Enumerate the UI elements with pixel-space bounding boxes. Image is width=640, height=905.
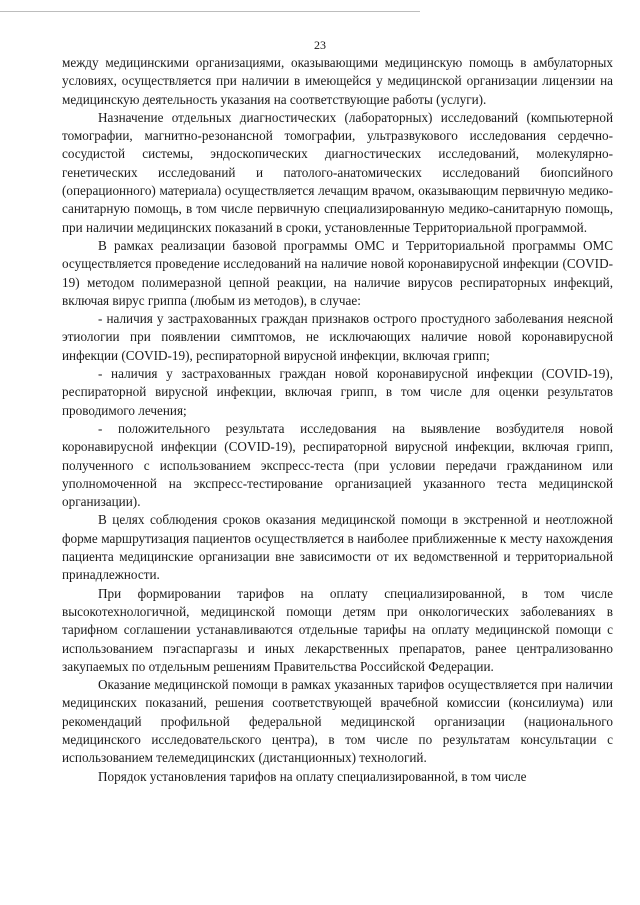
paragraph-continued: между медицинскими организациями, оказывающими медицинскую помощь в амбулаторных условиях, осуществляется при наличии в имеющейся у медицинской организации лицензии на медицинскую деятельность указания на соответствующие работы (услуги). [62, 55, 613, 107]
document-body [62, 54, 613, 786]
paragraph-tariffs-conditions: Оказание медицинской помощи в рамках указанных тарифов осуществляется при наличии медицинских показаний, решения соответствующей врачебной комиссии (консилиума) или рекомендаций профильной федеральной медицинской организации (национального медицинского исследовательского центра), в том числе по результатам консультации с использованием телемедицинских (дистанционных) технологий. [62, 677, 613, 766]
paragraph-tariff-procedure: Порядок установления тарифов на оплату специализированной, в том числе [98, 768, 527, 784]
list-item-infection: - наличия у застрахованных граждан новой коронавирусной инфекции (COVID-19), респираторной вирусной инфекции, включая грипп, в том числе для оценки результатов проводимого лечения; [62, 366, 613, 418]
paragraph-routing: В целях соблюдения сроков оказания медицинской помощи в экстренной и неотложной форме маршрутизация пациентов осуществляется в наиболее приближенные к месту нахождения пациента медицинские организации вне зависимости от их ведомственной и территориальной принадлежности. [62, 512, 613, 583]
list-item-express-test: - положительного результата исследования на выявление возбудителя новой коронавирусной инфекции (COVID-19), респираторной вирусной инфекции, включая грипп, полученного с использованием экспресс-теста (при условии передачи гражданином или уполномоченной на экспресс-тестирование организацией указанного теста медицинской организации). [62, 420, 613, 510]
paragraph-diagnostics: Назначение отдельных диагностических (лабораторных) исследований (компьютерной томографии, магнитно-резонансной томографии, ультразвукового исследования сердечно-сосудистой системы, эндоскопических диагностических исследований, молекулярно-генетических исследований и патолого-анатомических исследований биопсийного (операционного) материала) осуществляется лечащим врачом, оказывающим первичную медико-санитарную помощь, в том числе первичную специализированную медико-санитарную помощь, при наличии медицинских показаний в сроки, установленные Территориальной программой. [62, 109, 613, 235]
paragraph-covid-testing: В рамках реализации базовой программы ОМС и Территориальной программы ОМС осуществляется проведение исследований на наличие новой коронавирусной инфекции (COVID-19) методом полимеразной цепной реакции, на наличие вирусов респираторных инфекций, включая вирус гриппа (любым из методов), в случае: [62, 237, 613, 308]
paragraph-tariffs-oncology: При формировании тарифов на оплату специализированной, в том числе высокотехнологичной, медицинской помощи детям при онкологических заболеваниях в тарифном соглашении устанавливаются отдельные тарифы на оплату медицинской помощи с использованием пэгаспаргазы и иных лекарственных препаратов, ранее централизованно закупаемых по отдельным решениям Правительства Российской Федерации. [62, 585, 613, 674]
scan-edge-line [0, 11, 420, 12]
list-item-symptoms: - наличия у застрахованных граждан признаков острого простудного заболевания неясной этиологии при появлении симптомов, не исключающих наличие новой коронавирусной инфекции (COVID-19), респираторной вирусной инфекции, включая грипп; [62, 311, 613, 363]
page-number: 23 [314, 38, 326, 52]
